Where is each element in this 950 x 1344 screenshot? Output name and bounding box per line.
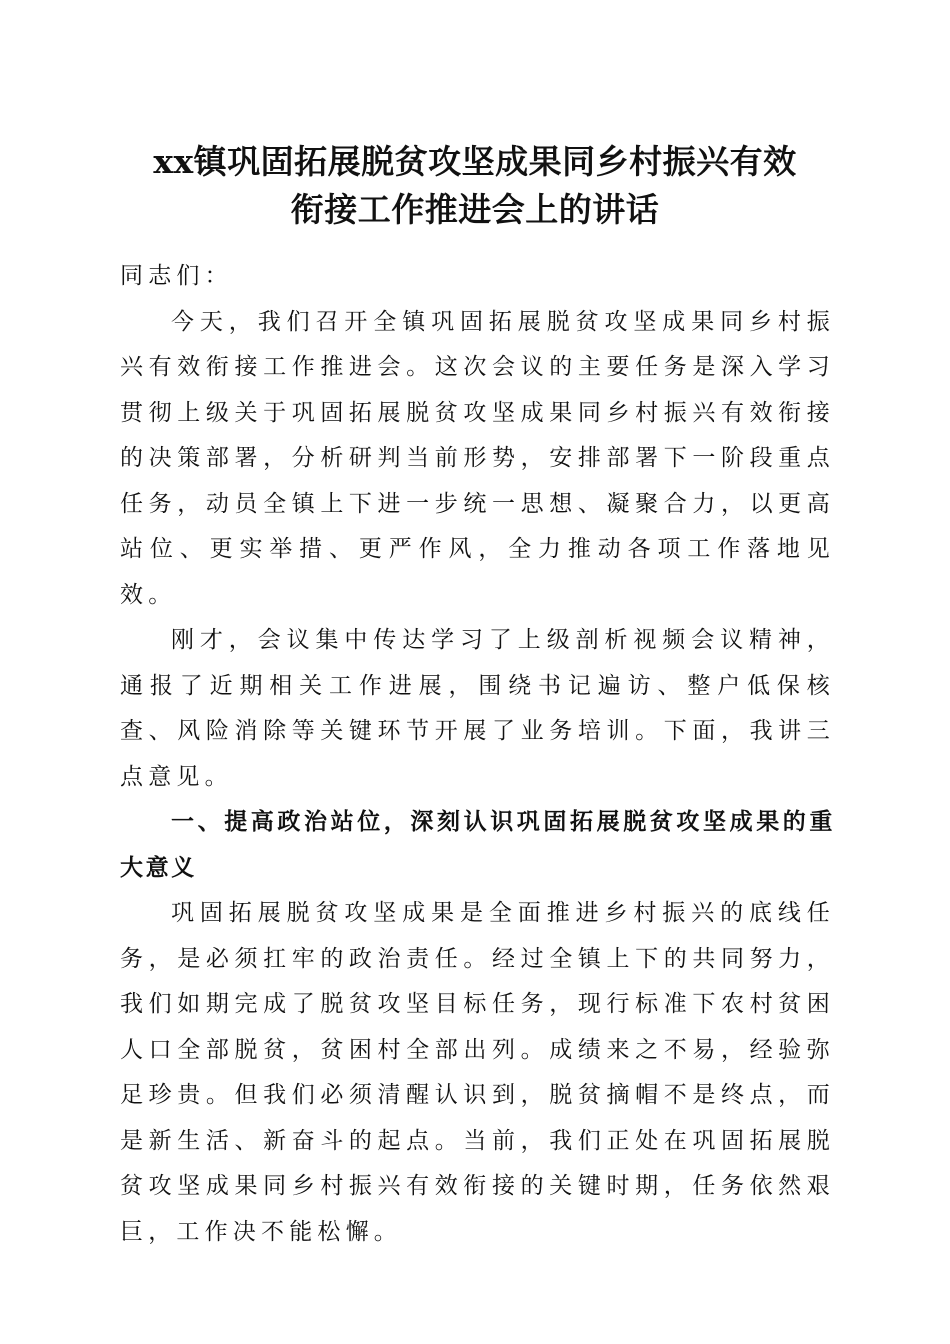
paragraph-opening: 今天，我们召开全镇巩固拓展脱贫攻坚成果同乡村振兴有效衔接工作推进会。这次会议的主要任务是深入学习贯彻上级关于巩固拓展脱贫攻坚成果同乡村振兴有效衔接的决策部署，分析研判当前形势，安排部署下一阶段重点任务，动员全镇上下进一步统一思想、凝聚合力，以更高站位、更实举措、更严作风，全力推动各项工作落地见效。 [120,308,835,608]
document-title [60,138,890,234]
section-1-paragraph: 巩固拓展脱贫攻坚成果是全面推进乡村振兴的底线任务，是必须扛牢的政治责任。经过全镇上下的共同努力，我们如期完成了脱贫攻坚目标任务，现行标准下农村贫困人口全部脱贫，贫困村全部出列。成绩来之不易，经验弥足珍贵。但我们必须清醒认识到，脱贫摘帽不是终点，而是新生活、新奋斗的起点。当前，我们正处在巩固拓展脱贫攻坚成果同乡村振兴有效衔接的关键时期，任务依然艰巨，工作决不能松懈。 [120,900,835,1245]
document-title-line-2: 衔接工作推进会上的讲话 [290,190,660,229]
salutation: 同志们： [120,263,233,289]
section-heading-1: 一、提高政治站位，深刻认识巩固拓展脱贫攻坚成果的重大意义 [120,809,835,881]
document-title-line-1: xx镇巩固拓展脱贫攻坚成果同乡村振兴有效 [153,142,797,181]
paragraph-agenda: 刚才，会议集中传达学习了上级剖析视频会议精神，通报了近期相关工作进展，围绕书记遍访、整户低保核查、风险消除等关键环节开展了业务培训。下面，我讲三点意见。 [120,627,835,790]
document-body [120,254,835,1255]
